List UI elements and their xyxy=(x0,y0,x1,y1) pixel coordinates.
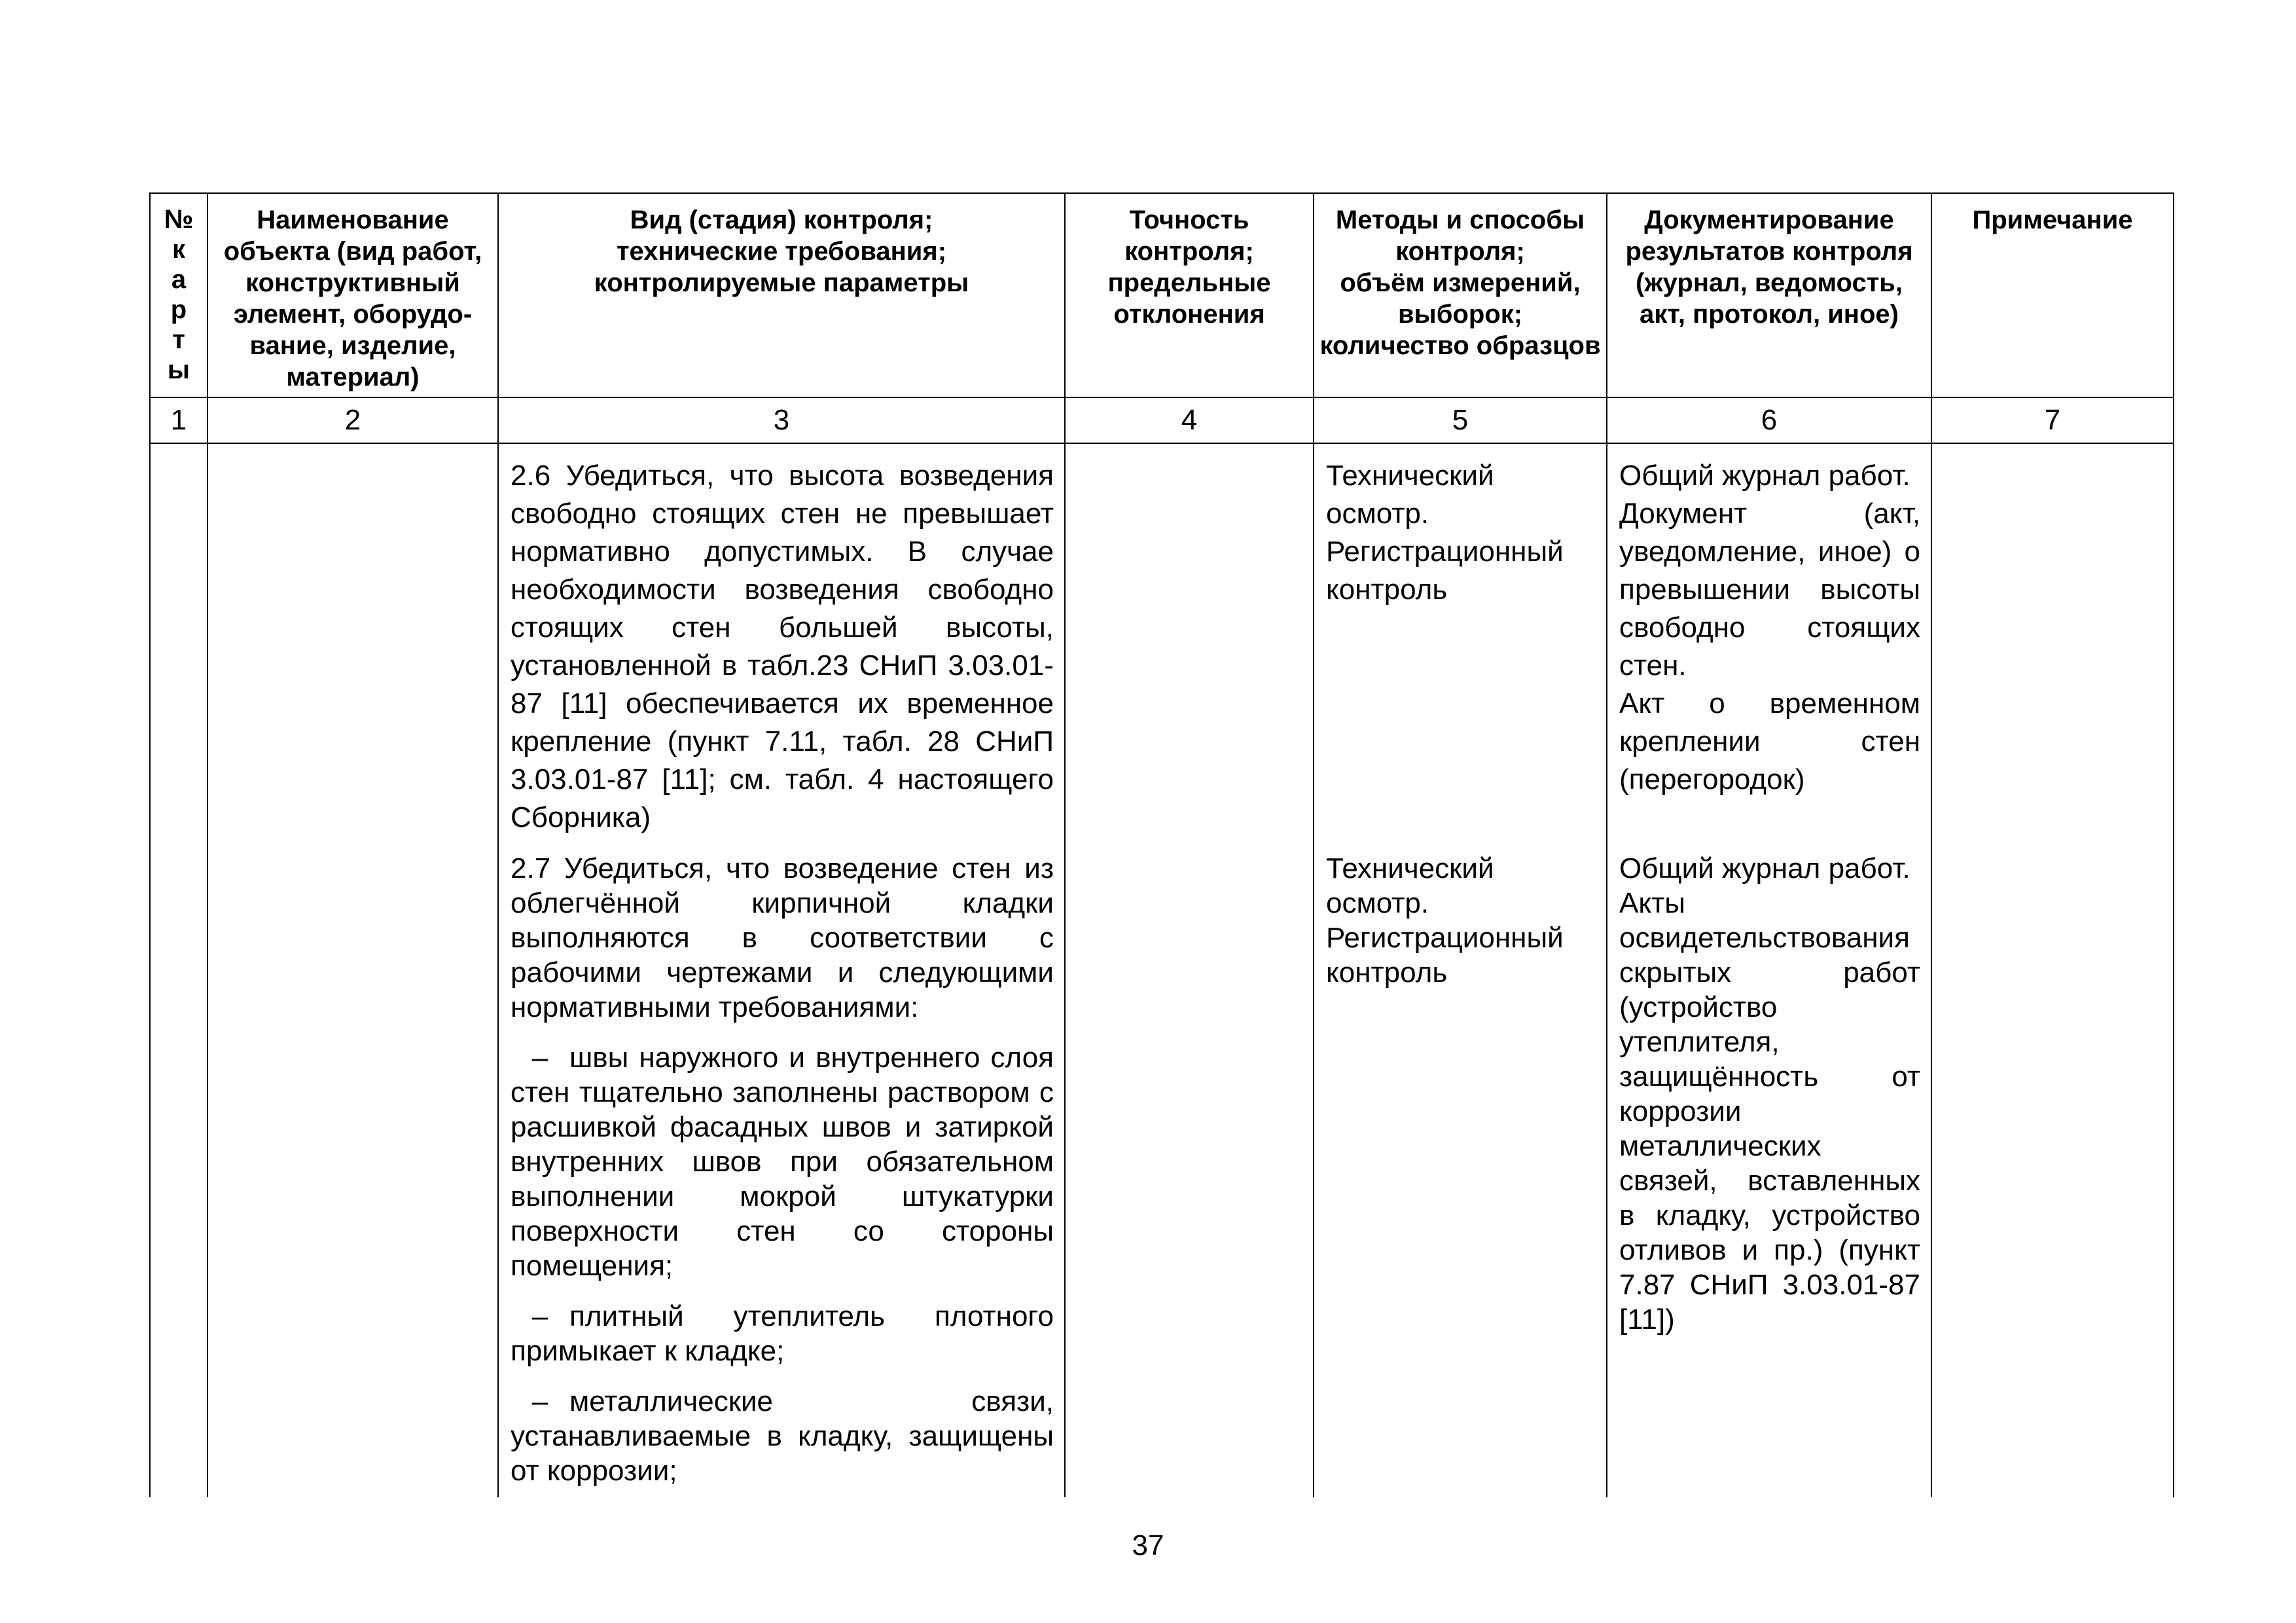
card-number-cell xyxy=(150,1292,207,1377)
card-number-cell xyxy=(150,1034,207,1292)
column-number: 6 xyxy=(1607,397,1931,443)
control-table xyxy=(149,192,2174,1497)
methods-cell xyxy=(1314,1034,1607,1292)
accuracy-cell xyxy=(1065,1034,1314,1292)
header-accuracy: Точность контроля; предельные отклонения xyxy=(1065,193,1314,397)
method-registration-control: Регистрационный контроль xyxy=(1326,536,1564,606)
bullet-dash: – xyxy=(531,1385,548,1417)
requirement-2-7-text: 2.7 Убедиться, что возведение стен из облегчённой кирпичной кладки выполняются в соответствии с рабочими чертежами и следующими нормативными требованиями: xyxy=(511,852,1054,1023)
bullet-text: металлические связи, устанавливаемые в кладку, защищены от коррозии; xyxy=(511,1385,1054,1487)
method-registration-control: Регистрационный контроль xyxy=(1326,922,1564,989)
documentation-height-excess: Документ (акт, уведомление, иное) о превышении высоты свободно стоящих стен. xyxy=(1619,498,1920,682)
note-cell xyxy=(1931,1292,2174,1377)
documentation-cell xyxy=(1607,443,1931,846)
methods-cell xyxy=(1314,1377,1607,1497)
documentation-hidden-works-acts: Акты освидетельствования скрытых работ (устройство утеплителя, защищённость от коррозии металлических связей, вставленных в кладку, устройство отливов и пр.) (пункт 7.87 СНиП 3.03.01-87 [11]) xyxy=(1619,887,1920,1336)
requirement-cell xyxy=(498,1377,1065,1497)
column-number-row xyxy=(150,397,2174,443)
accuracy-cell xyxy=(1065,846,1314,1034)
requirement-cell xyxy=(498,1292,1065,1377)
list-item xyxy=(499,1034,1064,1292)
column-number: 2 xyxy=(207,397,498,443)
documentation-2-7 xyxy=(1607,846,1931,1346)
object-name-cell xyxy=(207,443,498,846)
object-name-cell xyxy=(207,1292,498,1377)
header-card-number: № к а р т ы xyxy=(150,193,207,397)
documentation-journal: Общий журнал работ. xyxy=(1619,852,1910,884)
header-object-name: Наименование объекта (вид работ, конструктивный элемент, оборудо- вание, изделие, материал) xyxy=(207,193,498,397)
header-control-type: Вид (стадия) контроля; технические требования; контролируемые параметры xyxy=(498,193,1065,397)
note-cell xyxy=(1931,1034,2174,1292)
column-number: 7 xyxy=(1931,397,2174,443)
bullet-text: плитный утеплитель плотного примыкает к кладке; xyxy=(511,1300,1054,1367)
column-number: 5 xyxy=(1314,397,1607,443)
note-cell xyxy=(1931,443,2174,846)
documentation-journal: Общий журнал работ. xyxy=(1619,460,1910,492)
methods-cell xyxy=(1314,1292,1607,1377)
documentation-cell xyxy=(1607,846,1931,1497)
object-name-cell xyxy=(207,1034,498,1292)
bullet-text: швы наружного и внутреннего слоя стен тщательно заполнены раствором с расшивкой фасадных швов и затиркой внутренних швов при обязательном выполнении мокрой штукатурки поверхности стен со стороны помещения; xyxy=(511,1042,1054,1282)
bullet-dash: – xyxy=(531,1042,548,1074)
requirement-2-6-text: 2.6 Убедиться, что высота возведения свободно стоящих стен не превышает нормативно допустимых. В случае необходимости возведения свободно стоящих стен большей высоты, установленной в табл.23 СНиП 3.03.01-87 [11] обеспечивается их временное крепление (пункт 7.11, табл. 28 СНиП 3.03.01-87 [11]; см. табл. 4 настоящего Сборника) xyxy=(511,460,1054,833)
accuracy-cell xyxy=(1065,443,1314,846)
bullet-dash: – xyxy=(531,1300,548,1332)
card-number-cell xyxy=(150,846,207,1034)
table-row-2-6 xyxy=(150,443,2174,846)
requirement-cell xyxy=(498,1034,1065,1292)
column-number: 4 xyxy=(1065,397,1314,443)
methods-cell xyxy=(1314,846,1607,1034)
header-row xyxy=(150,193,2174,397)
column-number: 1 xyxy=(150,397,207,443)
header-note: Примечание xyxy=(1931,193,2174,397)
list-item xyxy=(499,1292,1064,1377)
object-name-cell xyxy=(207,1377,498,1497)
accuracy-cell xyxy=(1065,1377,1314,1497)
methods-2-7 xyxy=(1314,846,1606,999)
header-documentation: Документирование результатов контроля (журнал, ведомость, акт, протокол, иное) xyxy=(1607,193,1931,397)
page-number: 37 xyxy=(1132,1529,1164,1561)
requirement-cell xyxy=(498,846,1065,1034)
card-number-cell xyxy=(150,1377,207,1497)
header-methods: Методы и способы контроля; объём измерений, выборок; количество образцов xyxy=(1314,193,1607,397)
requirement-cell xyxy=(498,443,1065,846)
column-number: 3 xyxy=(498,397,1065,443)
documentation-2-6 xyxy=(1607,444,1931,808)
documentation-temporary-fastening: Акт о временном креплении стен (перегородок) xyxy=(1619,687,1920,795)
method-visual-inspection: Технический осмотр. xyxy=(1326,852,1494,919)
method-visual-inspection: Технический осмотр. xyxy=(1326,460,1494,530)
object-name-cell xyxy=(207,846,498,1034)
note-cell xyxy=(1931,1377,2174,1497)
card-number-cell xyxy=(150,443,207,846)
table-row-2-7 xyxy=(150,846,2174,1034)
methods-cell xyxy=(1314,443,1607,846)
note-cell xyxy=(1931,846,2174,1034)
methods-2-6 xyxy=(1314,444,1606,618)
list-item xyxy=(499,1377,1064,1497)
accuracy-cell xyxy=(1065,1292,1314,1377)
